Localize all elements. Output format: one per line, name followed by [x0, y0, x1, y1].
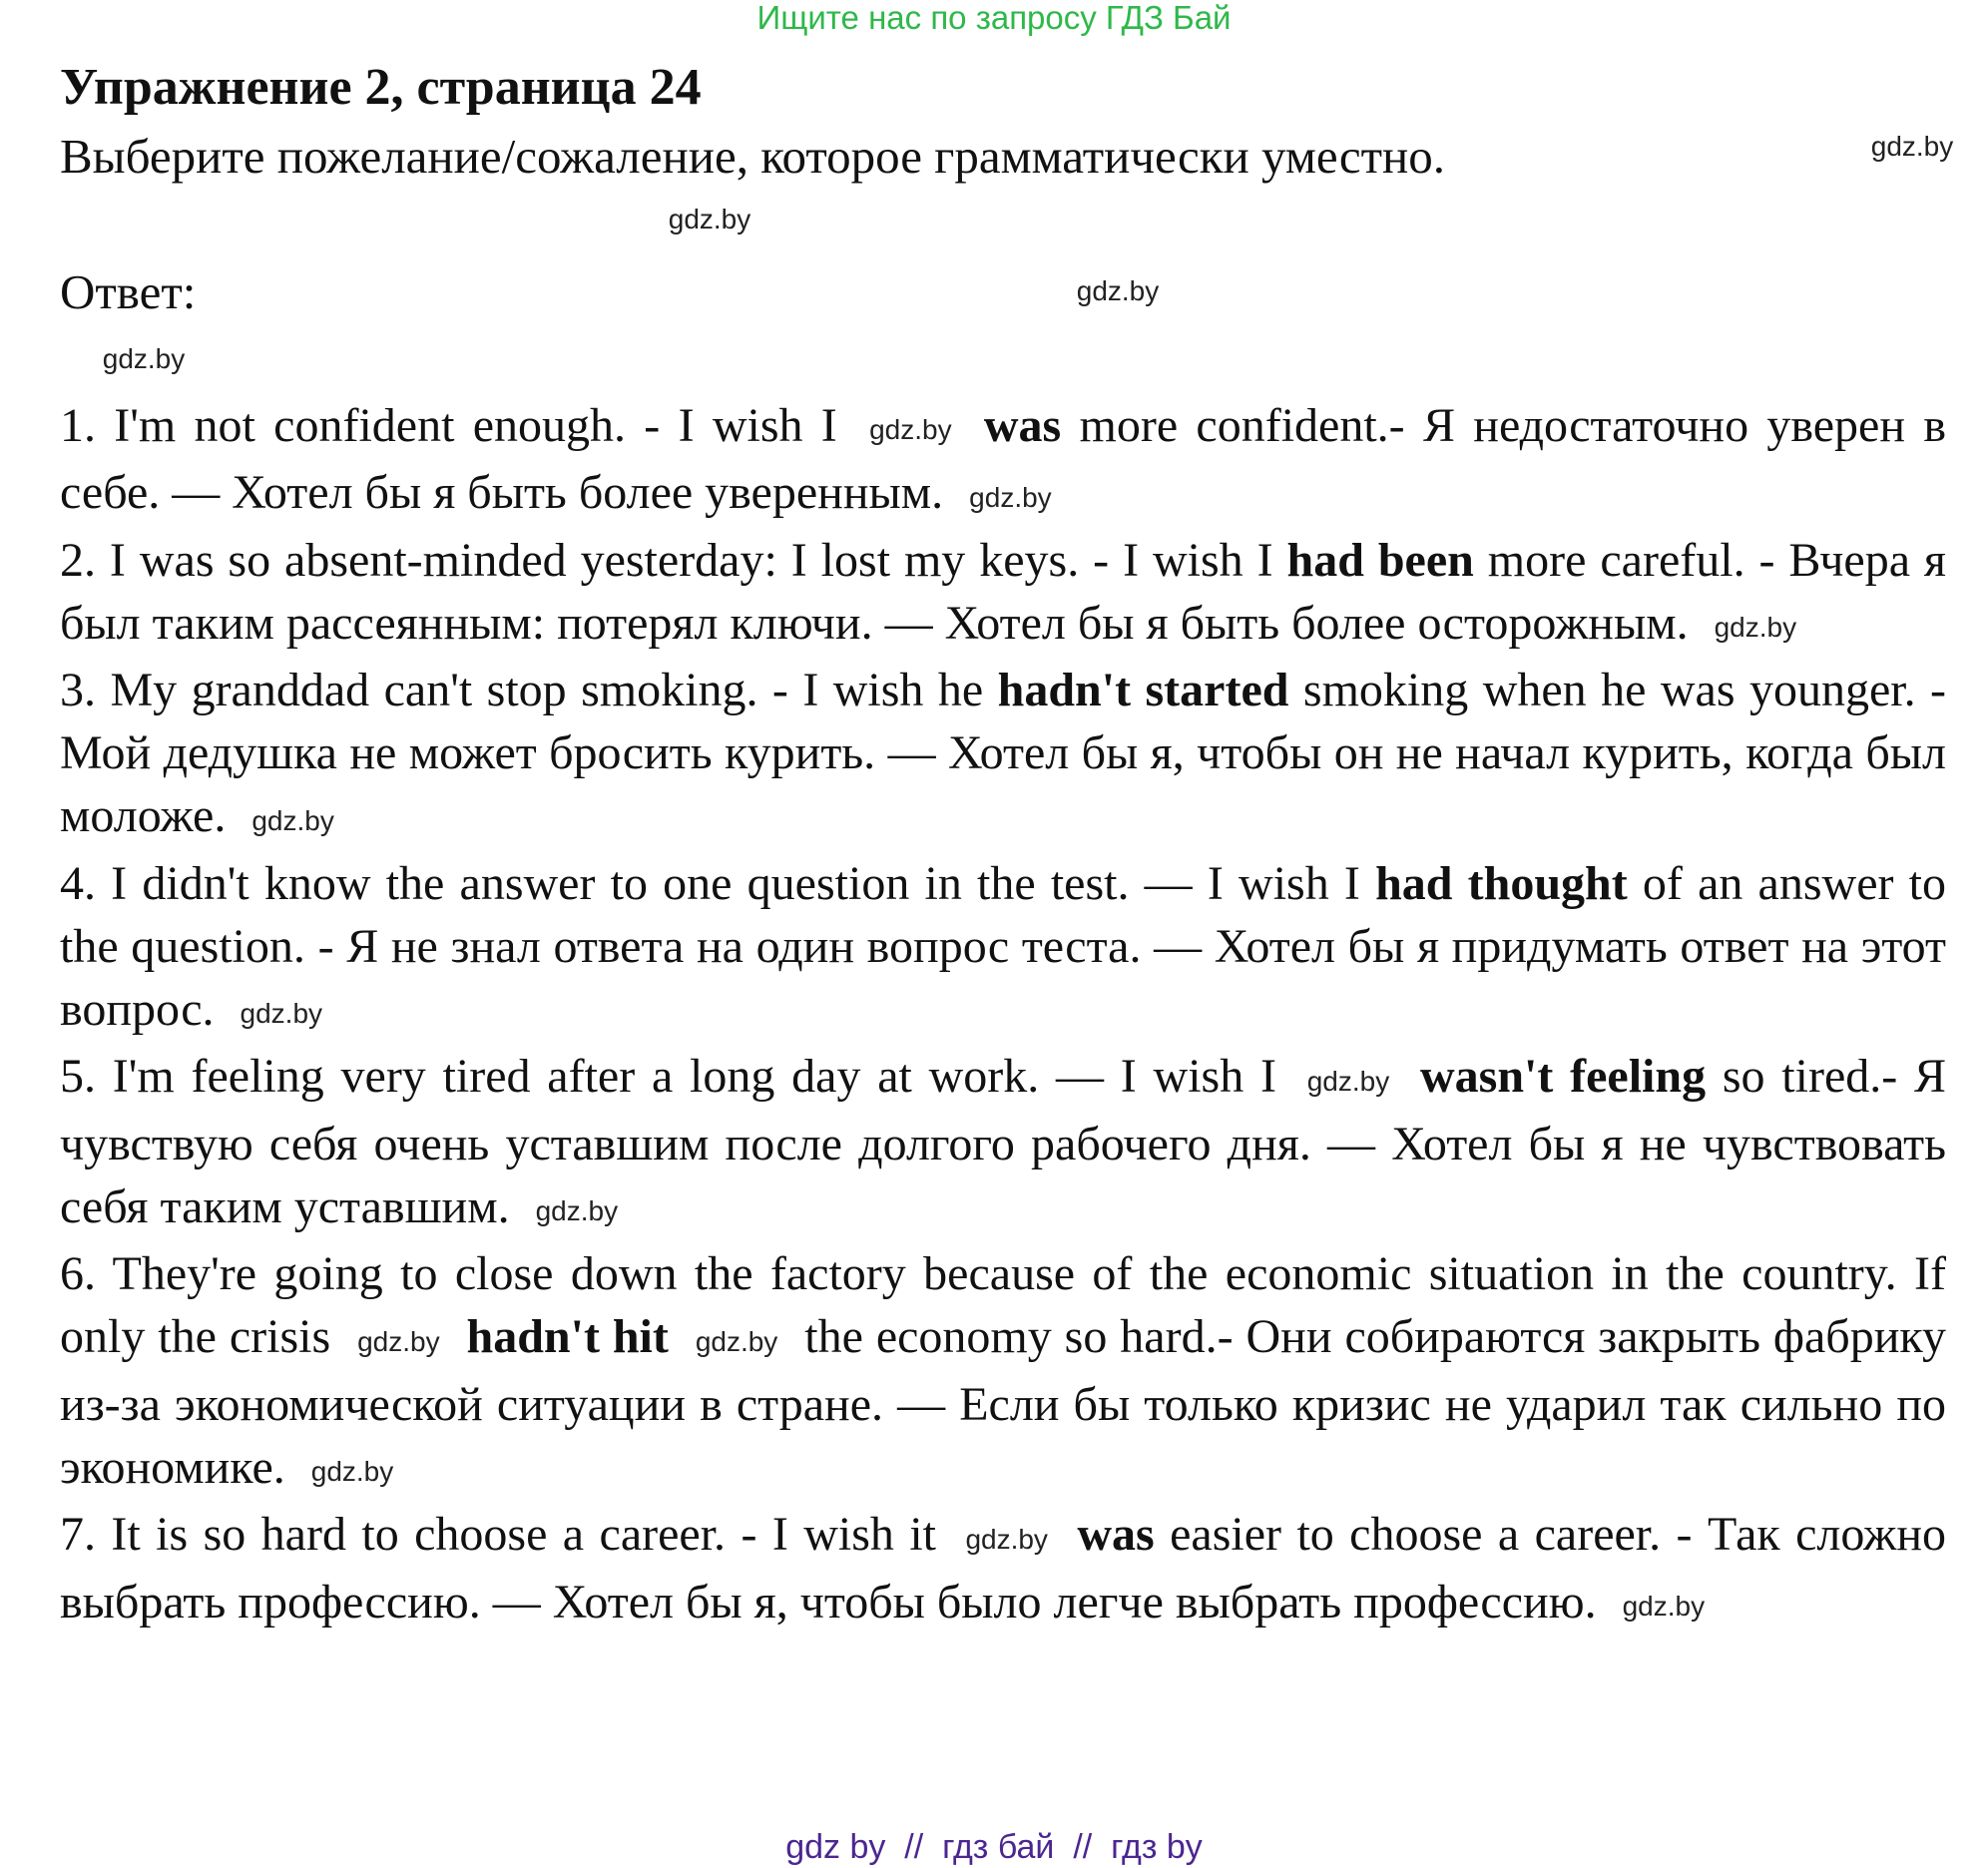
answer-item — [60, 529, 1946, 659]
footer-links: gdz by // гдз бай // гдз by — [785, 1828, 1203, 1866]
watermark: gdz.by — [535, 1195, 619, 1227]
answer-label: Ответ: — [60, 264, 197, 319]
answer-body — [60, 394, 1946, 1637]
answer-text: 1. I'm not confident enough. - I wish I — [60, 399, 856, 452]
search-banner: Ищите нас по запросу ГДЗ Бай — [756, 0, 1232, 36]
answer-text: 4. I didn't know the answer to one question in the test. — I wish I — [60, 856, 1376, 910]
answer-highlight: wasn't feeling — [1419, 1050, 1707, 1104]
answer-item — [60, 1242, 1946, 1503]
answer-text: more confident.- Я недостаточно уверен в себе. — Хотел бы я быть более уверенным. — [60, 399, 1946, 520]
watermark: gdz.by — [1306, 1065, 1390, 1097]
answer-highlight: was — [983, 399, 1062, 452]
watermark: gdz.by — [251, 804, 334, 836]
watermark: gdz.by — [965, 1523, 1048, 1555]
answer-text: 2. I was so absent-minded yesterday: I lost my keys. - I wish I — [60, 533, 1287, 587]
answer-highlight: had been — [1286, 533, 1474, 587]
watermark: gdz.by — [1076, 275, 1160, 306]
task-instruction: Выберите пожелание/сожаление, которое грамматически уместно. — [60, 129, 1445, 184]
answer-highlight: hadn't hit — [466, 1310, 669, 1364]
answer-highlight: had thought — [1375, 856, 1628, 910]
watermark: gdz.by — [668, 204, 751, 234]
answer-item — [60, 1503, 1946, 1637]
watermark: gdz.by — [357, 1325, 440, 1357]
watermark: gdz.by — [969, 481, 1052, 513]
watermark: gdz.by — [1714, 612, 1797, 644]
answer-item — [60, 659, 1946, 851]
answer-item — [60, 394, 1946, 529]
answer-highlight: was — [1077, 1508, 1155, 1562]
answer-text: 3. My granddad can't stop smoking. - I wish he — [60, 664, 998, 717]
answer-text: more careful. - Вчера я был таким рассеянным: потерял ключи. — Хотел бы я быть более осторожным. — [60, 533, 1947, 650]
answer-text: 5. I'm feeling very tired after a long day at work. — I wish I — [60, 1050, 1293, 1104]
watermark: gdz.by — [240, 998, 323, 1030]
answer-item — [60, 1045, 1946, 1242]
answer-text: the economy so hard.- Они собираются закрыть фабрику из-за экономической ситуации в стране. — Если бы только кризис не ударил так сильно по экономике. — [60, 1310, 1947, 1494]
answer-text: 6. They're going to close down the factory because of the economic situation in the country. If only the crisis — [60, 1247, 1946, 1364]
watermark: gdz.by — [1622, 1591, 1706, 1623]
answer-text: smoking when he was younger. - Мой дедушка не может бросить курить. — Хотел бы я, чтобы он не начал курить, когда был моложе. — [60, 664, 1947, 843]
page-title: Упражнение 2, страница 24 — [60, 59, 702, 116]
answer-item — [60, 852, 1946, 1045]
watermark: gdz.by — [310, 1456, 394, 1488]
watermark: gdz.by — [695, 1325, 778, 1357]
answer-text: easier to choose a career. - Так сложно выбрать профессию. — Хотел бы я, чтобы было легче выбрать профессию. — [60, 1508, 1947, 1629]
answer-text: 7. It is so hard to choose a career. - I wish it — [60, 1508, 952, 1562]
watermark: gdz.by — [102, 343, 186, 374]
answer-highlight: hadn't started — [997, 664, 1289, 717]
watermark: gdz.by — [869, 414, 952, 446]
answer-text: so tired.- Я чувствую себя очень уставшим после долгого рабочего дня. — Хотел бы я не чувствовать себя таким уставшим. — [60, 1050, 1947, 1233]
watermark: gdz.by — [1870, 131, 1954, 162]
answer-text: of an answer to the question. - Я не знал ответа на один вопрос теста. — Хотел бы я придумать ответ на этот вопрос. — [60, 856, 1947, 1036]
